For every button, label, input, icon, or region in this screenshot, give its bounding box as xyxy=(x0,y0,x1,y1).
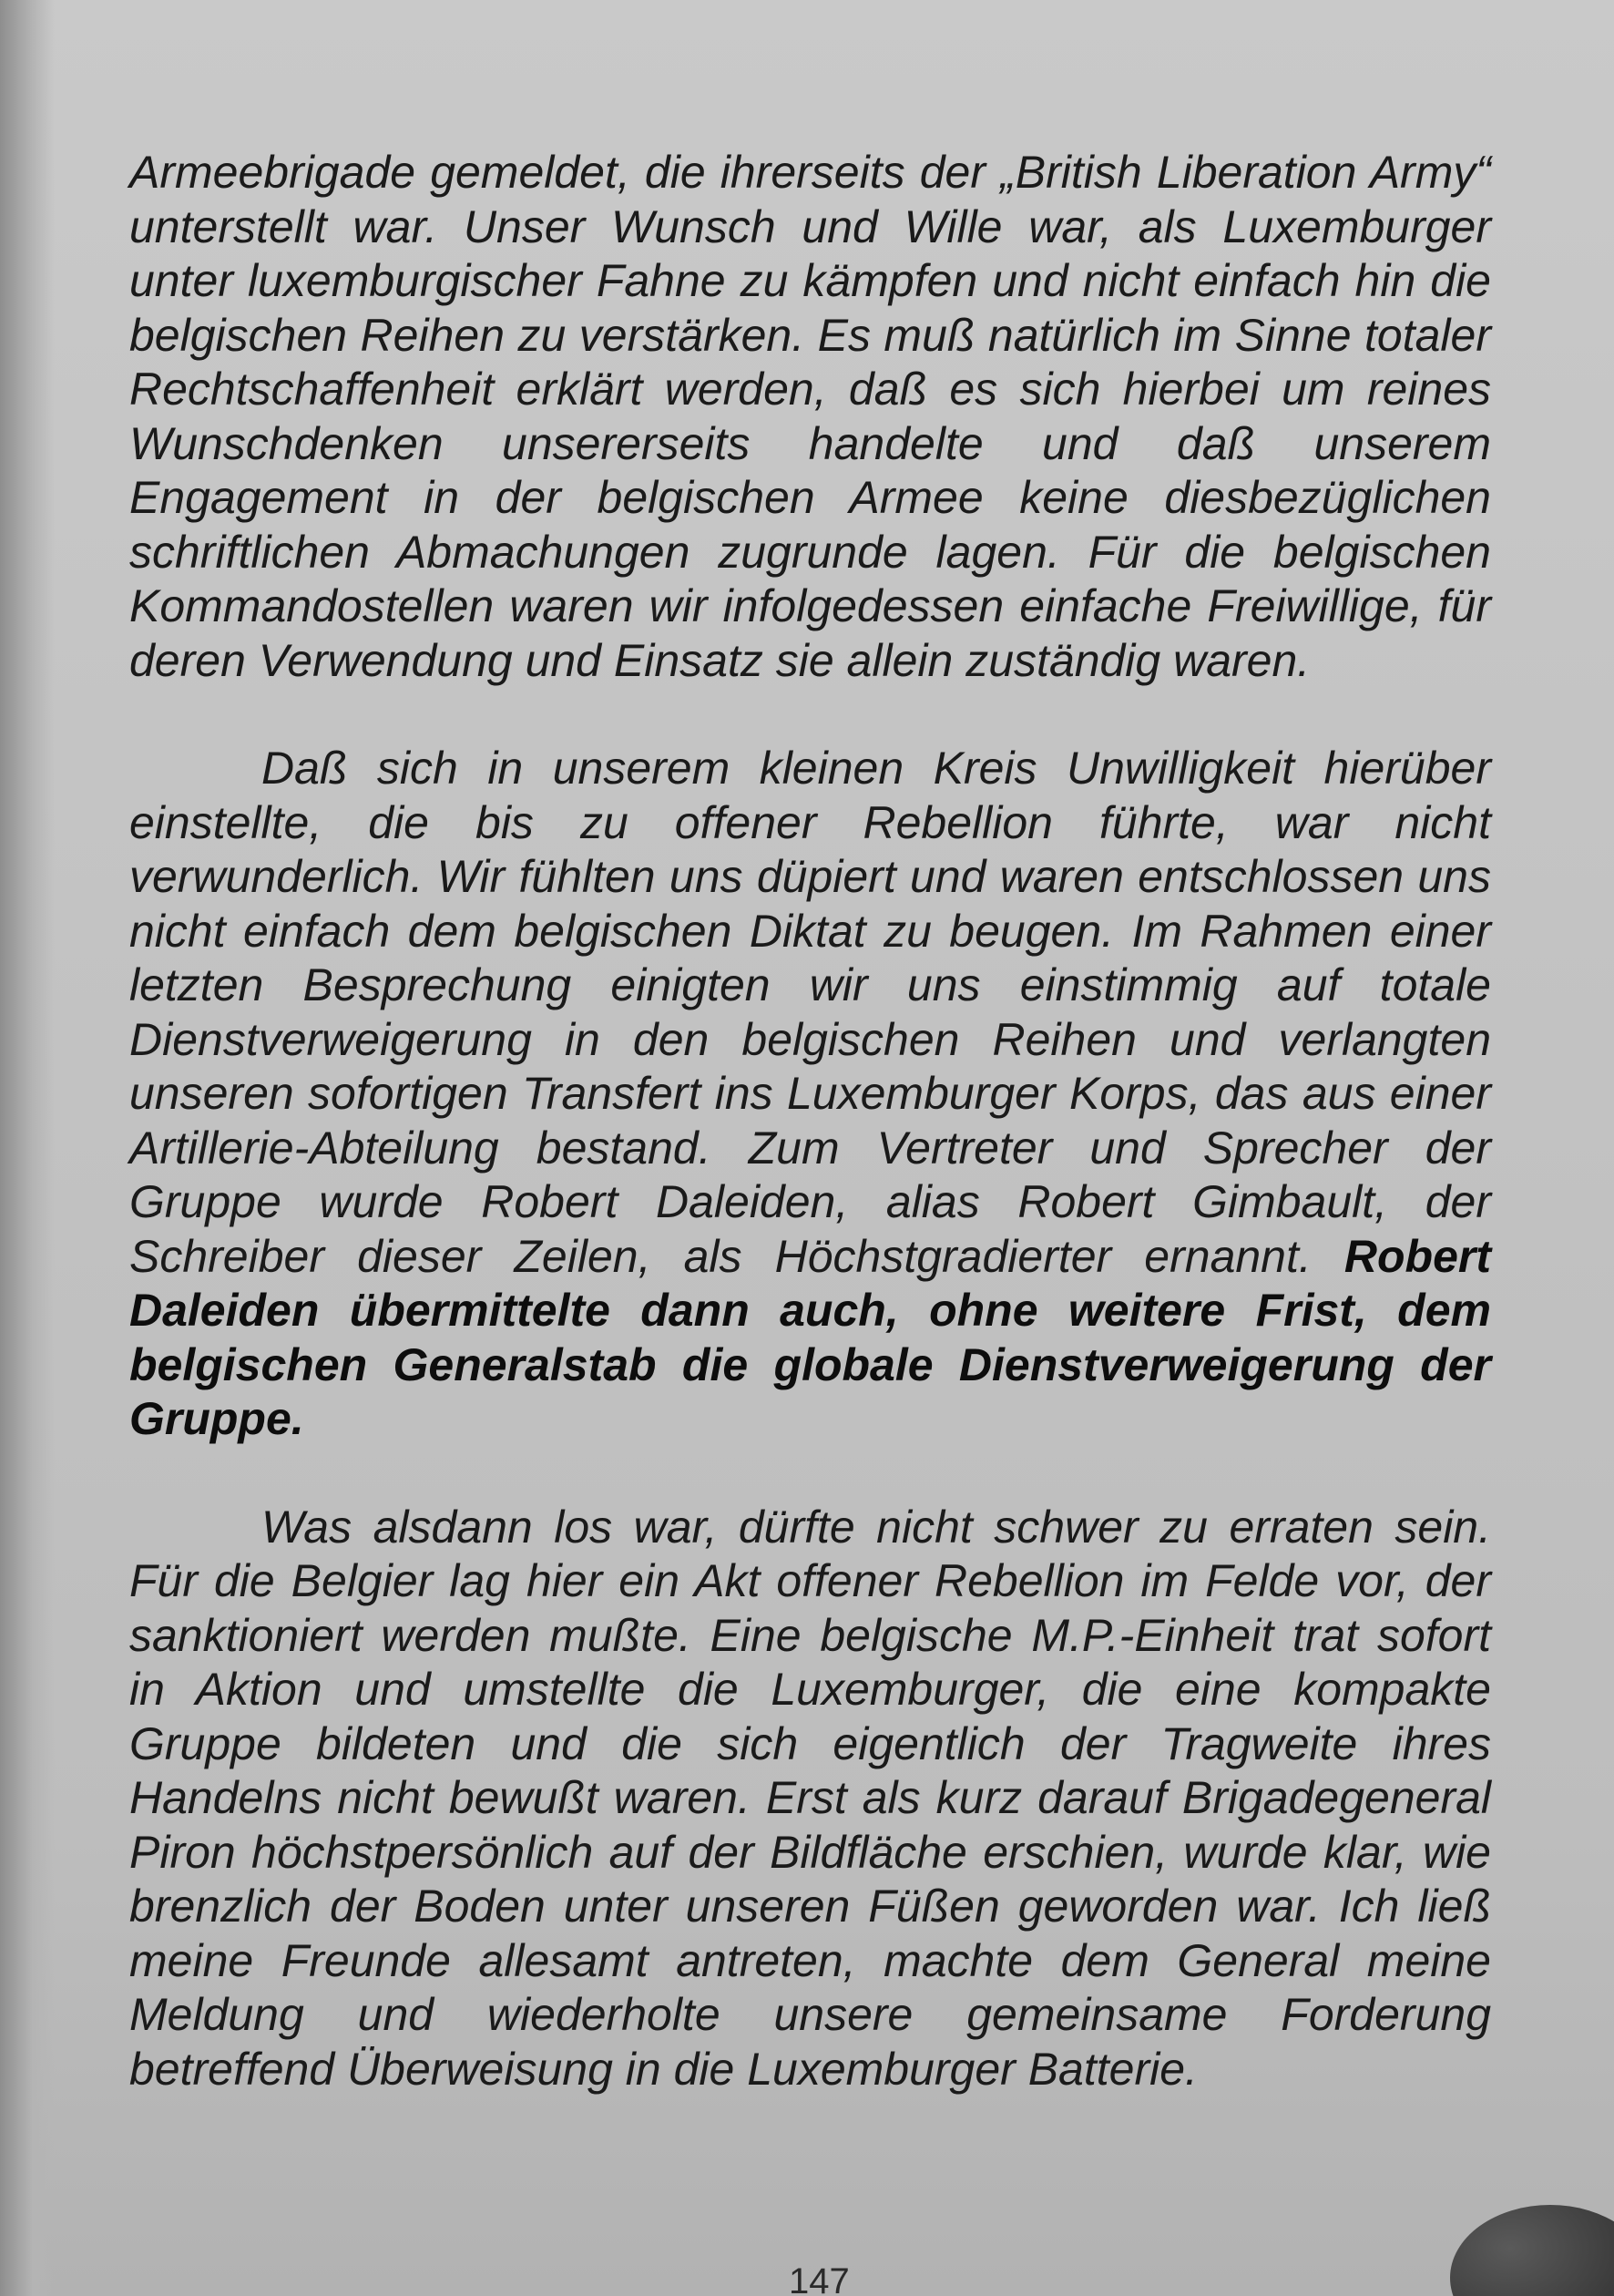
paragraph-2-bold-text: Robert Daleiden übermittelte dann auch, ohne weitere Frist, dem belgischen Generalstab die globale Dienstverweigerung der Gruppe. xyxy=(129,1230,1491,1444)
paragraph-1 xyxy=(129,146,1491,688)
binding-shadow xyxy=(0,0,55,2296)
paragraph-1-text: Armeebrigade gemeldet, die ihrerseits der „British Liberation Army“ unterstellt war. Unser Wunsch und Wille war, als Luxemburger unter luxemburgischer Fahne zu kämpfen und nicht einfach hin die belgischen Reihen zu verstärken. Es muß natürlich im Sinne totaler Rechtschaffenheit erklärt werden, daß es sich hierbei um reines Wunschdenken unsererseits handelte und daß unserem Engagement in der belgischen Armee keine diesbezüglichen schriftlichen Abmachungen zugrunde lagen. Für die belgischen Kommandostellen waren wir infolgedessen einfache Freiwillige, für deren Verwendung und Einsatz sie allein zuständig waren. xyxy=(129,147,1491,686)
paragraph-2 xyxy=(129,742,1491,1447)
page-corner-shadow xyxy=(1450,2205,1614,2296)
paragraph-3-text: Was alsdann los war, dürfte nicht schwer zu erraten sein. Für die Belgier lag hier ein Akt offener Rebellion im Felde vor, der sanktioniert werden mußte. Eine belgische M.P.-Einheit trat sofort in Aktion und umstellte die Luxemburger, die eine kompakte Gruppe bildeten und die sich eigentlich der Tragweite ihres Handelns nicht bewußt waren. Erst als kurz darauf Brigadegeneral Piron höchstpersönlich auf der Bildfläche erschien, wurde klar, wie brenzlich der Boden unter unseren Füßen geworden war. Ich ließ meine Freunde allesamt antreten, machte dem General meine Meldung und wiederholte unsere gemeinsame Forderung betreffend Überweisung in die Luxemburger Batterie. xyxy=(129,1501,1491,2095)
body-text xyxy=(129,146,1491,2096)
page-number: 147 xyxy=(789,2261,850,2296)
paragraph-2-text: Daß sich in unserem kleinen Kreis Unwilligkeit hierüber einstellte, die bis zu offener Rebellion führte, war nicht verwunderlich. Wir fühlten uns düpiert und waren entschlossen uns nicht einfach dem belgischen Diktat zu beugen. Im Rahmen einer letzten Besprechung einigten wir uns einstimmig auf totale Dienstverweigerung in den belgischen Reihen und verlangten unseren sofortigen Transfert ins Luxemburger Korps, das aus einer Artillerie-Abteilung bestand. Zum Vertreter und Sprecher der Gruppe wurde Robert Daleiden, alias Robert Gimbault, der Schreiber dieser Zeilen, als Höchstgradierter ernannt. xyxy=(129,743,1491,1282)
paragraph-3 xyxy=(129,1501,1491,2097)
